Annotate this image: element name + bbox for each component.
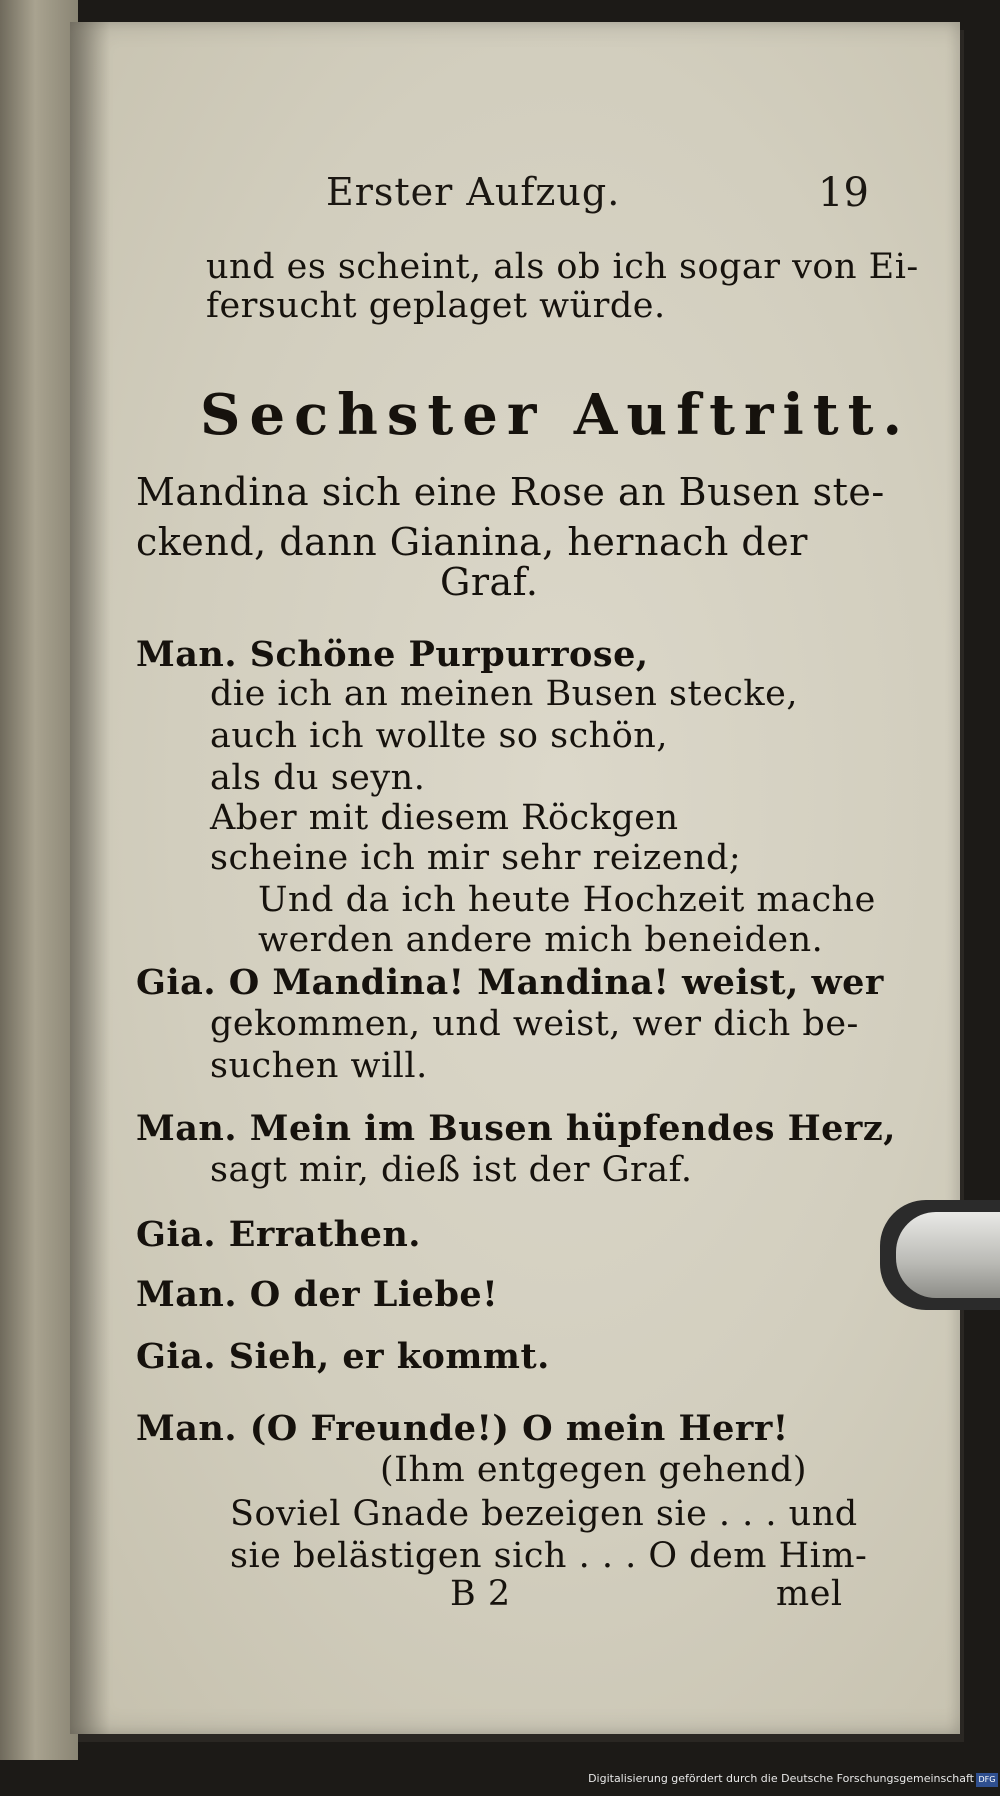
dialogue-line: Soviel Gnade bezeigen sie . . . und bbox=[230, 1494, 858, 1534]
scene-title: Sechster Auftritt. bbox=[200, 382, 912, 448]
text-line: und es scheint, als ob ich sogar von Ei- bbox=[206, 247, 919, 287]
verse-line: als du seyn. bbox=[210, 758, 426, 798]
cast-line: ckend, dann Gianina, hernach der bbox=[136, 520, 808, 564]
dialogue-line: Man. Mein im Busen hüpfendes Herz, bbox=[136, 1108, 896, 1149]
dialogue-line: Gia. O Mandina! Mandina! weist, wer bbox=[136, 962, 884, 1003]
page-clip-highlight bbox=[896, 1212, 1000, 1298]
verse-line: die ich an meinen Busen stecke, bbox=[210, 674, 798, 714]
verse-line: Und da ich heute Hochzeit mache bbox=[258, 880, 876, 920]
signature-mark: B 2 bbox=[450, 1574, 511, 1614]
verse-line: auch ich wollte so schön, bbox=[210, 716, 668, 756]
stage-direction: (Ihm entgegen gehend) bbox=[380, 1450, 808, 1490]
cast-line: Graf. bbox=[440, 560, 539, 604]
text-line: fersucht geplaget würde. bbox=[206, 286, 666, 326]
verse-line: scheine ich mir sehr reizend; bbox=[210, 838, 742, 878]
header-title: Erster Aufzug. bbox=[326, 170, 621, 214]
cast-line: Mandina sich eine Rose an Busen ste- bbox=[136, 470, 885, 514]
dialogue-line: sie belästigen sich . . . O dem Him- bbox=[230, 1536, 868, 1576]
running-header bbox=[70, 170, 960, 230]
page-number: 19 bbox=[818, 170, 869, 216]
book-page bbox=[70, 22, 960, 1734]
catchword: mel bbox=[776, 1574, 843, 1614]
dialogue-line: Gia. Errathen. bbox=[136, 1214, 421, 1255]
verse-line: werden andere mich beneiden. bbox=[258, 920, 824, 960]
dialogue-line: sagt mir, dieß ist der Graf. bbox=[210, 1150, 693, 1190]
dialogue-line: suchen will. bbox=[210, 1046, 428, 1086]
previous-page-edge bbox=[0, 0, 78, 1760]
dialogue-line: gekommen, und weist, wer dich be- bbox=[210, 1004, 859, 1044]
dialogue-line: Man. Schöne Purpurrose, bbox=[136, 634, 649, 675]
dfg-logo: DFG bbox=[976, 1773, 998, 1787]
page-gutter bbox=[70, 22, 110, 1734]
verse-line: Aber mit diesem Röckgen bbox=[210, 798, 679, 838]
dialogue-line: Gia. Sieh, er kommt. bbox=[136, 1336, 550, 1377]
dialogue-line: Man. (O Freunde!) O mein Herr! bbox=[136, 1408, 789, 1449]
footer-credit: Digitalisierung gefördert durch die Deutsche Forschungsgemeinschaft bbox=[588, 1772, 974, 1785]
footer-bar bbox=[0, 1770, 1000, 1796]
dialogue-line: Man. O der Liebe! bbox=[136, 1274, 499, 1315]
